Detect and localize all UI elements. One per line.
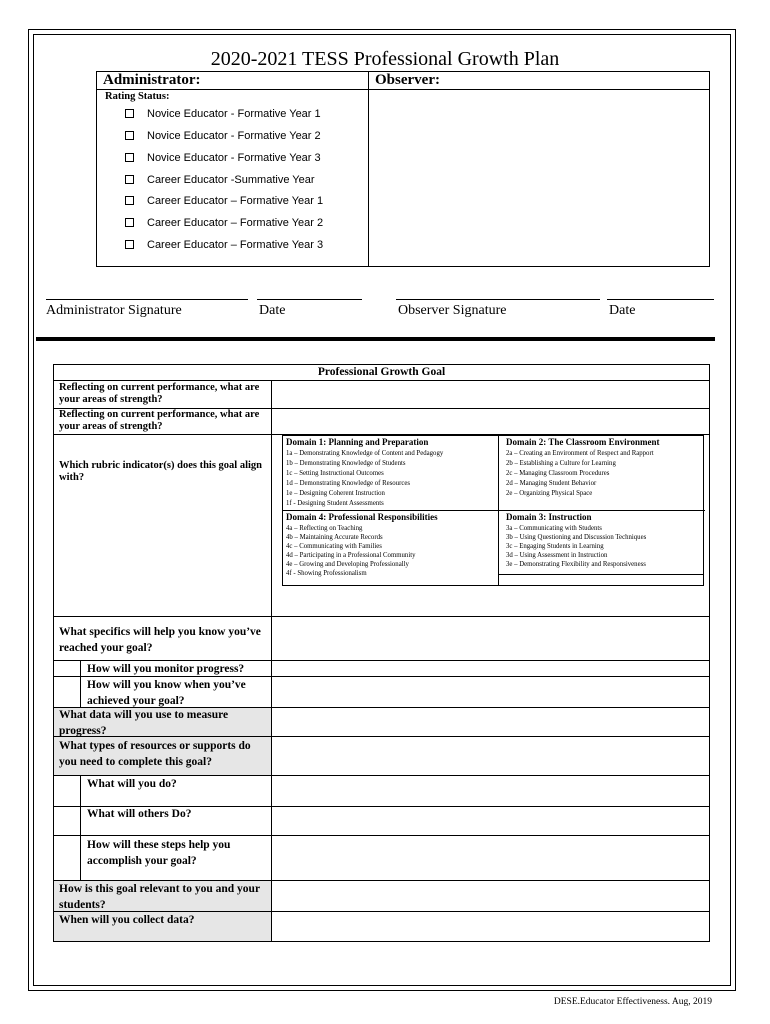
list-item: 2e – Organizing Physical Space bbox=[506, 490, 593, 497]
growth-goal-heading: Professional Growth Goal bbox=[317, 366, 446, 378]
question-specifics: What specifics will help you know you’ve reached your goal? bbox=[59, 626, 261, 654]
question-resources: What types of resources or supports do you need to complete this goal? bbox=[59, 740, 251, 768]
administrator-cell bbox=[97, 72, 369, 266]
date-label-1: Date bbox=[259, 303, 286, 318]
observer-signature-label: Observer Signature bbox=[398, 303, 507, 318]
question-relevant: How is this goal relevant to you and your students? bbox=[59, 883, 260, 911]
list-item: 4b – Maintaining Accurate Records bbox=[286, 534, 383, 541]
list-item: 1a – Demonstrating Knowledge of Content and Pedagogy bbox=[286, 450, 444, 457]
date-line-2[interactable] bbox=[607, 299, 714, 300]
rating-option-6[interactable]: Career Educator – Formative Year 2 bbox=[125, 217, 323, 229]
list-item: 2a – Creating an Environment of Respect and Rapport bbox=[506, 450, 654, 457]
footer-text: DESE.Educator Effectiveness. Aug, 2019 bbox=[553, 997, 712, 1007]
list-item: 3e – Demonstrating Flexibility and Responsiveness bbox=[506, 561, 646, 568]
list-item: 1c – Setting Instructional Outcomes bbox=[286, 470, 384, 477]
checkbox-icon[interactable] bbox=[125, 109, 134, 118]
rating-option-5[interactable]: Career Educator – Formative Year 1 bbox=[125, 195, 323, 207]
administrator-label: Administrator: bbox=[103, 72, 201, 88]
date-label-2: Date bbox=[609, 303, 636, 318]
list-item: 4e – Growing and Developing Professionally bbox=[286, 561, 409, 568]
list-item: 4f - Showing Professionalism bbox=[286, 570, 367, 577]
question-monitor: How will you monitor progress? bbox=[87, 663, 245, 675]
list-item: 1b – Demonstrating Knowledge of Students bbox=[286, 460, 406, 467]
list-item: 2c – Managing Classroom Procedures bbox=[506, 470, 610, 477]
section-divider bbox=[36, 337, 715, 341]
header-table bbox=[96, 71, 710, 267]
rating-option-7[interactable]: Career Educator – Formative Year 3 bbox=[125, 239, 323, 251]
list-item: 3d – Using Assessment in Instruction bbox=[506, 552, 608, 559]
observer-label: Observer: bbox=[375, 72, 440, 88]
list-item: 3a – Communicating with Students bbox=[506, 525, 602, 532]
question-data: What data will you use to measure progress? bbox=[59, 709, 229, 737]
header-divider bbox=[97, 89, 709, 90]
checkbox-icon[interactable] bbox=[125, 175, 134, 184]
administrator-signature-label: Administrator Signature bbox=[46, 303, 182, 318]
rating-option-4[interactable]: Career Educator -Summative Year bbox=[125, 174, 315, 186]
list-item: 4d – Participating in a Professional Community bbox=[286, 552, 416, 559]
list-item: 2b – Establishing a Culture for Learning bbox=[506, 460, 616, 467]
list-item: 3c – Engaging Students in Learning bbox=[506, 543, 604, 550]
checkbox-icon[interactable] bbox=[125, 153, 134, 162]
domain-4-title: Domain 4: Professional Responsibilities bbox=[286, 512, 438, 522]
list-item: 3b – Using Questioning and Discussion Techniques bbox=[506, 534, 647, 541]
list-item: 1d – Demonstrating Knowledge of Resources bbox=[286, 480, 411, 487]
administrator-signature-line[interactable] bbox=[46, 299, 248, 300]
checkbox-icon[interactable] bbox=[125, 196, 134, 205]
question-know: How will you know when you’ve achieved your goal? bbox=[87, 679, 246, 707]
list-item: 4c – Communicating with Families bbox=[286, 543, 382, 550]
question-rubric: Which rubric indicator(s) does this goal align with? bbox=[59, 460, 263, 483]
observer-signature-line[interactable] bbox=[396, 299, 600, 300]
checkbox-icon[interactable] bbox=[125, 218, 134, 227]
rating-option-2[interactable]: Novice Educator - Formative Year 2 bbox=[125, 130, 321, 142]
list-item: 4a – Reflecting on Teaching bbox=[286, 525, 363, 532]
rating-status-label: Rating Status: bbox=[105, 91, 170, 102]
domain-2-title: Domain 2: The Classroom Environment bbox=[506, 437, 660, 447]
page-title: 2020-2021 TESS Professional Growth Plan bbox=[210, 48, 560, 70]
question-strength-1: Reflecting on current performance, what are your areas of strength? bbox=[59, 382, 260, 405]
question-others: What will others Do? bbox=[87, 808, 192, 820]
domain-1-title: Domain 1: Planning and Preparation bbox=[286, 437, 429, 447]
question-you: What will you do? bbox=[87, 778, 177, 790]
domain-3-title: Domain 3: Instruction bbox=[506, 512, 592, 522]
list-item: 2d – Managing Student Behavior bbox=[506, 480, 597, 487]
list-item: 1e – Designing Coherent Instruction bbox=[286, 490, 385, 497]
question-steps: How will these steps help you accomplish your goal? bbox=[87, 839, 231, 867]
date-line-1[interactable] bbox=[257, 299, 362, 300]
rating-option-3[interactable]: Novice Educator - Formative Year 3 bbox=[125, 152, 321, 164]
rating-option-1[interactable]: Novice Educator - Formative Year 1 bbox=[125, 108, 321, 120]
checkbox-icon[interactable] bbox=[125, 240, 134, 249]
question-collect: When will you collect data? bbox=[59, 914, 195, 926]
question-strength-2: Reflecting on current performance, what are your areas of strength? bbox=[59, 409, 260, 432]
checkbox-icon[interactable] bbox=[125, 131, 134, 140]
list-item: 1f - Designing Student Assessments bbox=[286, 500, 384, 507]
